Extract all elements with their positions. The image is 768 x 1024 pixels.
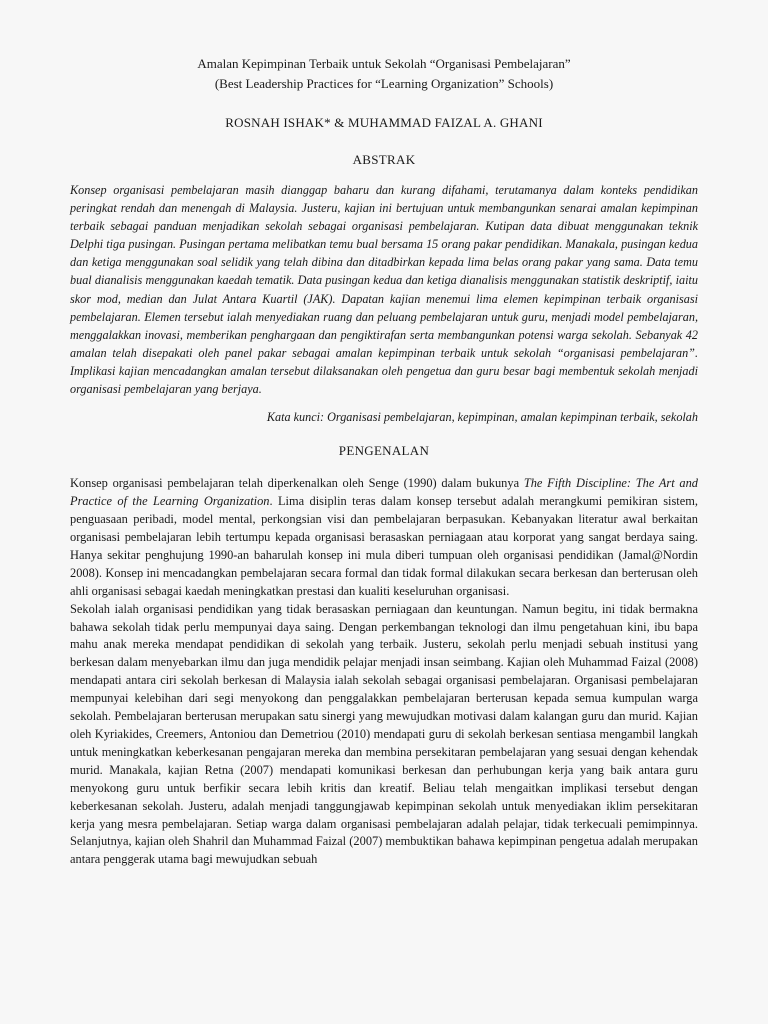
intro-paragraph-1	[70, 475, 698, 600]
introduction-heading: PENGENALAN	[338, 443, 430, 459]
intro-p1-end: . Lima disiplin teras dalam konsep tersebut adalah merangkumi pemikiran sistem, penguasaan peribadi, model mental, perkongsian visi dan pembelajaran berpasukan. Kebanyakan literatur awal berkaitan organisasi pembelajaran lebih tertumpu kepada organisasi berasaskan perniagaan atau korporat yang sangat berdaya saing. Hanya sekitar penghujung 1990-an baharulah konsep ini mula diberi tumpuan oleh organisasi pendidikan (Jamal@Nordin 2008). Konsep ini mencadangkan pembelajaran secara formal dan tidak formal dilakukan secara berkesan dan berterusan oleh ahli organisasi sebagai kaedah meningkatkan prestasi dan kualiti keseluruhan organisasi.	[70, 494, 698, 598]
abstract-text: Konsep organisasi pembelajaran masih dianggap baharu dan kurang difahami, terutamanya dalam konteks pendidikan peringkat rendah dan menengah di Malaysia. Justeru, kajian ini bertujuan untuk membangunkan senarai amalan kepimpinan terbaik sebagai panduan menjadikan sekolah sebagai organisasi pembelajaran. Kutipan data dibuat menggunakan teknik Delphi tiga pusingan. Pusingan pertama melibatkan temu bual bersama 15 orang pakar pendidikan. Manakala, pusingan kedua dan ketiga menggunakan soal selidik yang telah dibina dan ditadbirkan kepada lima belas orang pakar yang sama. Data temu bual dianalisis menggunakan kaedah tematik. Data pusingan kedua dan ketiga dianalisis menggunakan statistik deskriptif, iaitu skor mod, median dan Julat Antara Kuartil (JAK). Dapatan kajian menemui lima elemen kepimpinan terbaik organisasi pembelajaran. Elemen tersebut ialah menyediakan ruang dan peluang pembelajaran untuk guru, menjadi model pembelajaran, menggalakkan inovasi, memberikan penghargaan dan pengiktirafan serta membangunkan potensi warga sekolah. Sebanyak 42 amalan telah disepakati oleh panel pakar sebagai amalan kepimpinan terbaik untuk sekolah “organisasi pembelajaran”. Implikasi kajian mencadangkan amalan tersebut dilaksanakan oleh pengetua dan guru besar bagi membentuk sekolah menjadi organisasi pembelajaran yang berjaya.	[70, 183, 698, 397]
title-english: (Best Leadership Practices for “Learning Organization” Schools)	[214, 76, 554, 91]
abstract-heading: ABSTRAK	[352, 152, 416, 167]
title-malay: Amalan Kepimpinan Terbaik untuk Sekolah “Organisasi Pembelajaran”	[197, 56, 571, 71]
keywords: Kata kunci: Organisasi pembelajaran, kepimpinan, amalan kepimpinan terbaik, sekolah	[266, 410, 698, 425]
authors: ROSNAH ISHAK* & MUHAMMAD FAIZAL A. GHANI	[225, 115, 543, 130]
book-title: The Fifth Discipline: The Art and Practice of the Learning Organization	[70, 476, 698, 509]
paper-title	[70, 54, 698, 94]
intro-p1-start: Konsep organisasi pembelajaran telah diperkenalkan oleh Senge (1990) dalam bukunya	[70, 476, 524, 491]
intro-paragraph-2: Sekolah ialah organisasi pendidikan yang tidak berasaskan perniagaan dan keuntungan. Namun begitu, ini tidak bermakna bahawa sekolah tidak perlu mempunyai daya saing. Dengan perkembangan teknologi dan ilmu pengetahuan kini, ibu bapa mahu anak mereka mendapat pendidikan di sekolah yang terbaik. Justeru, sekolah perlu menjadi sebuah institusi yang berkesan dalam menyebarkan ilmu dan juga mendidik pelajar menjadi insan seimbang. Kajian oleh Muhammad Faizal (2008) mendapati antara ciri sekolah berkesan di Malaysia ialah sekolah sebagai organisasi pembelajaran. Organisasi pembelajaran mempunyai kelebihan dari segi menyokong dan penggalakkan pembelajaran berterusan kepada semua kumpulan warga sekolah. Pembelajaran berterusan merupakan satu sinergi yang mewujudkan motivasi dalam kalangan guru dan murid. Kajian oleh Kyriakides, Creemers, Antoniou dan Demetriou (2010) mendapati guru di sekolah berkesan sentiasa mengambil langkah untuk meningkatkan keberkesanan pengajaran mereka dan membina persekitaran pembelajaran yang sesuai dengan kehendak murid. Manakala, kajian Retna (2007) mendapati komunikasi berkesan dan perhubungan kerja yang baik antara guru menyokong guru untuk berfikir secara lebih kritis dan kreatif. Beliau telah mengaitkan implikasi tersebut dengan keberkesanan sekolah. Justeru, adalah menjadi tanggungjawab kepimpinan sekolah untuk menyediakan iklim persekitaran kerja yang mesra pembelajaran. Setiap warga dalam organisasi pembelajaran adalah pelajar, tidak terkecuali pemimpinnya. Selanjutnya, kajian oleh Shahril dan Muhammad Faizal (2007) membuktikan bahawa kepimpinan pengetua adalah merupakan antara penggerak utama bagi mewujudkan sebuah	[70, 601, 698, 867]
